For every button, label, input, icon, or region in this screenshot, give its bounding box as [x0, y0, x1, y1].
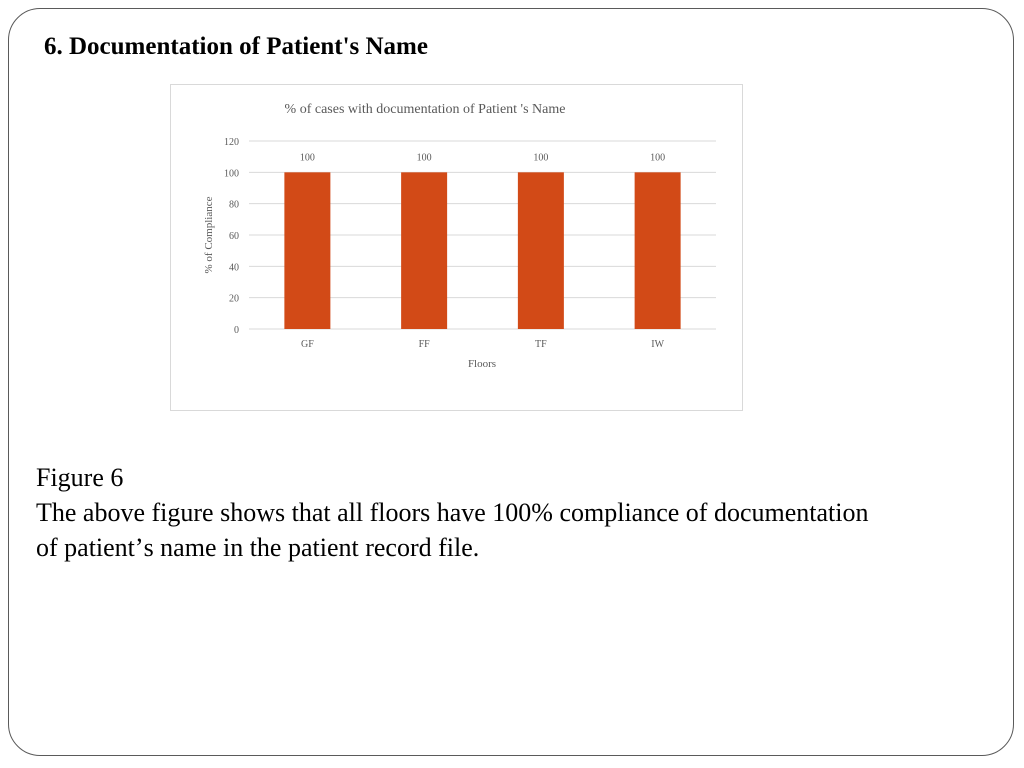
data-label: 100 [650, 152, 666, 164]
bar-ff [401, 172, 447, 329]
y-tick-label: 60 [229, 231, 239, 242]
y-tick-label: 40 [229, 262, 239, 274]
bar-chart [171, 85, 744, 412]
x-tick-label: FF [418, 339, 430, 350]
x-axis-title: Floors [467, 358, 497, 370]
data-label: 100 [299, 152, 315, 164]
y-tick-label: 120 [224, 137, 239, 148]
y-axis-title: % of Compliance [203, 196, 215, 274]
caption-line-1: The above figure shows that all floors have 100% compliance of documentation [36, 498, 869, 527]
data-label: 100 [533, 152, 549, 164]
bars [284, 172, 680, 329]
y-tick-label: 100 [224, 168, 239, 180]
caption-line-2: of patientʼs name in the patient record file. [36, 533, 480, 562]
bar-gf [284, 172, 330, 329]
x-tick-label: TF [535, 339, 547, 350]
y-tick-label: 20 [229, 293, 239, 305]
x-tick-label: GF [300, 339, 314, 350]
y-tick-label: 0 [234, 325, 239, 336]
y-tick-labels [224, 137, 239, 336]
bar-iw [635, 172, 681, 329]
slide-title: 6. Documentation of Patient's Name [44, 33, 428, 60]
y-tick-label: 80 [229, 199, 239, 211]
figure-caption [36, 460, 986, 565]
data-label: 100 [416, 152, 432, 164]
caption-heading: Figure 6 [36, 463, 124, 492]
data-labels [300, 152, 665, 163]
chart-container [170, 84, 743, 411]
chart-title: % of cases with documentation of Patient 's Name [284, 102, 566, 117]
x-tick-label: IW [651, 339, 665, 350]
x-tick-labels [301, 339, 665, 350]
bar-tf [518, 172, 564, 329]
